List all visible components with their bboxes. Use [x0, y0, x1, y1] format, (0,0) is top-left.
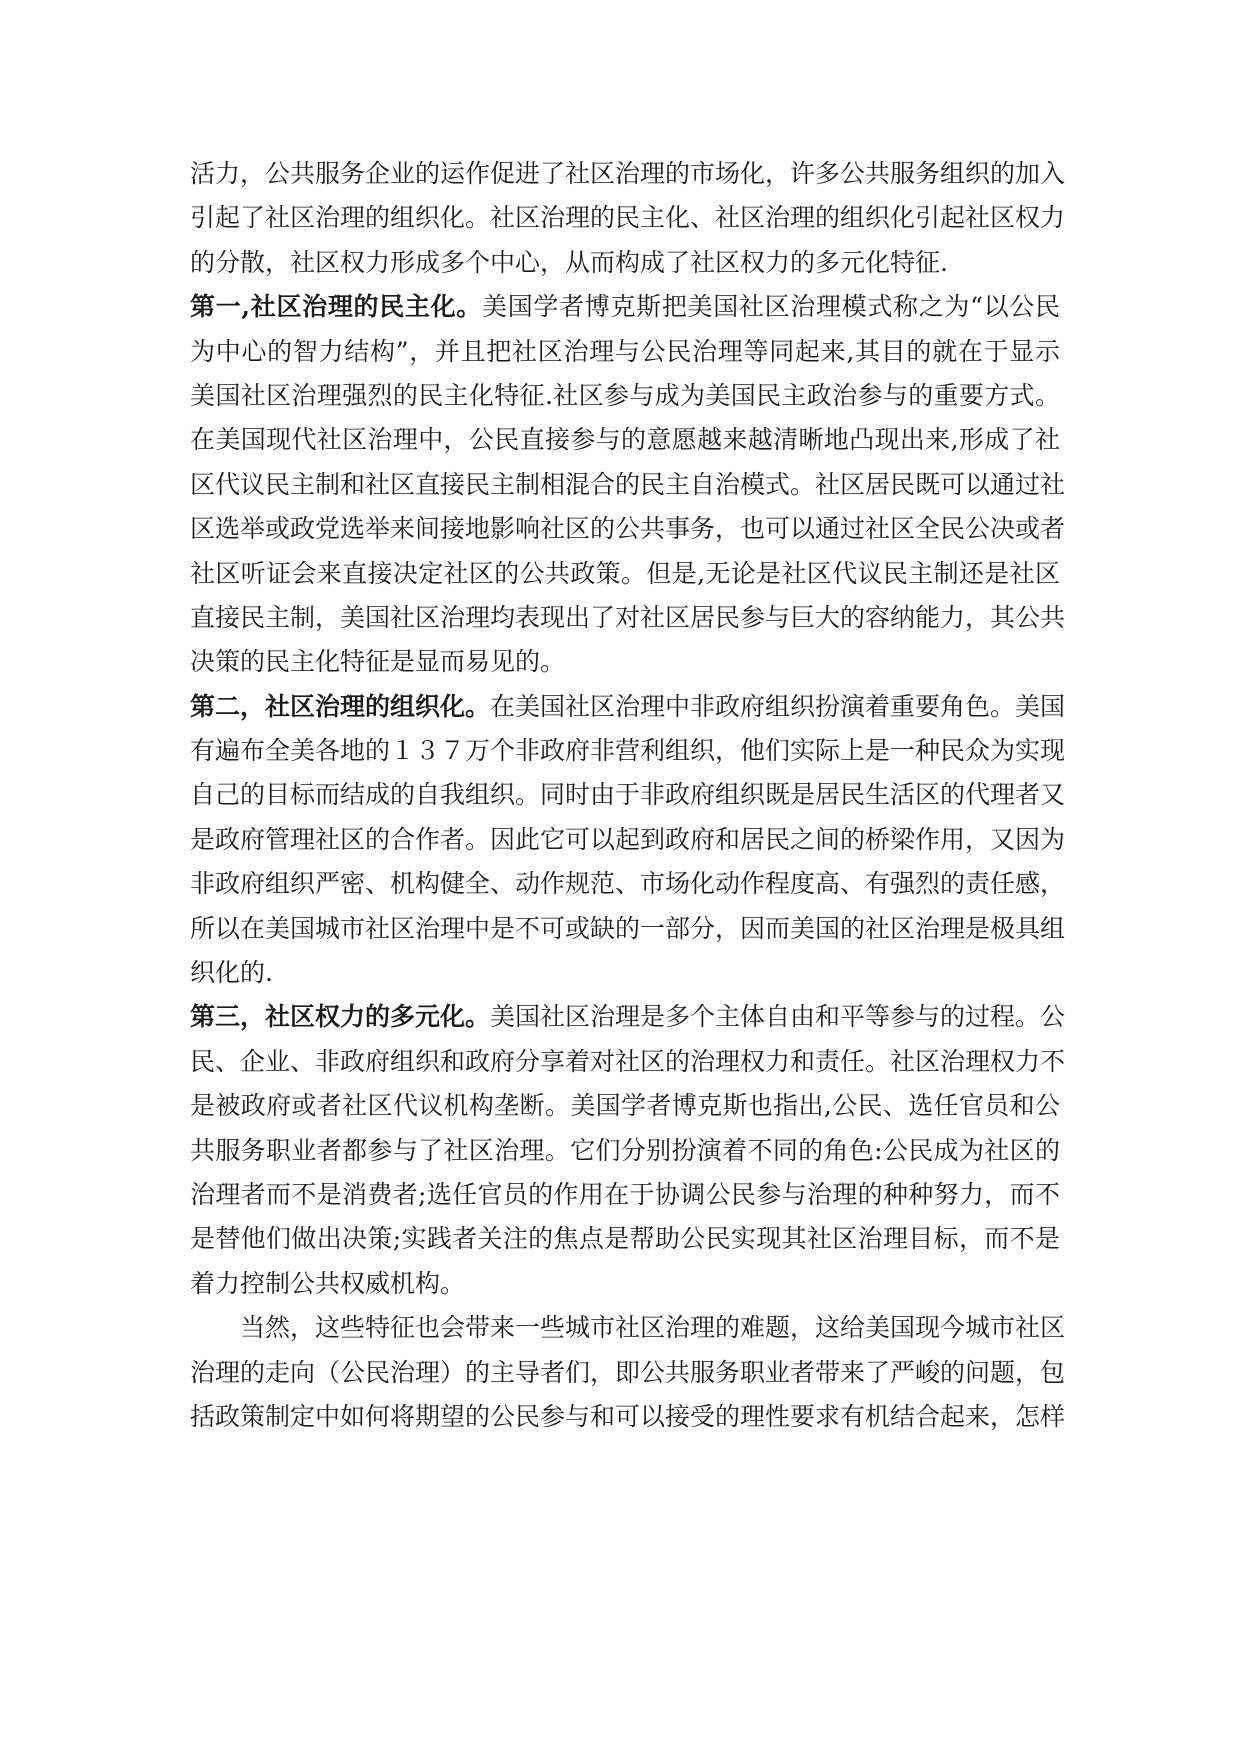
line-text: 在美国现代社区治理中，公民直接参与的意愿越来越清晰地凸现出来,形成了社: [190, 425, 1060, 455]
line-text: 为中心的智力结构”，并且把社区治理与公民治理等同起来,其目的就在于显示: [190, 336, 1060, 366]
text-line: [190, 951, 1060, 995]
line-text: 当然，这些特征也会带来一些城市社区治理的难题，这给美国现今城市社区: [240, 1313, 1066, 1343]
line-text: 直接民主制，美国社区治理均表现出了对社区居民参与巨大的容纳能力，其公共: [190, 602, 1066, 632]
text-line: [190, 152, 1066, 196]
text-line: [190, 374, 1060, 418]
line-text: 美国社区治理是多个主体自由和平等参与的过程。公: [490, 1002, 1066, 1032]
line-text: 织化的.: [190, 958, 273, 988]
line-text: 美国学者博克斯把美国社区治理模式称之为“以公民: [482, 292, 1060, 322]
line-text: 民、企业、非政府组织和政府分享着对社区的治理权力和责任。社区治理权力不: [190, 1046, 1066, 1076]
text-line: [190, 1040, 1066, 1084]
section-lead-heading: 第三，社区权力的多元化。: [190, 1002, 491, 1032]
body-text: [190, 152, 1066, 1439]
text-line: [190, 862, 1066, 906]
line-text: 括政策制定中如何将期望的公民参与和可以接受的理性要求有机结合起来，怎样: [190, 1401, 1066, 1431]
line-text: 是被政府或者社区代议机构垄断。美国学者博克斯也指出,公民、选任官员和公: [190, 1091, 1060, 1121]
text-line: [190, 1217, 1060, 1261]
line-text: 所以在美国城市社区治理中是不可或缺的一部分，因而美国的社区治理是极具组: [190, 913, 1066, 943]
text-line: [190, 552, 1060, 596]
line-text: 着力控制公共权威机构。: [190, 1268, 466, 1298]
line-text: 的分散，社区权力形成多个中心，从而构成了社区权力的多元化特征.: [190, 247, 948, 277]
text-line: [190, 1262, 1060, 1306]
line-text: 区选举或政党选举来间接地影响社区的公共事务，也可以通过社区全民公决或者: [190, 514, 1066, 544]
text-line: [190, 1084, 1060, 1128]
text-line: [190, 241, 1060, 285]
line-text: 引起了社区治理的组织化。社区治理的民主化、社区治理的组织化引起社区权力: [190, 203, 1066, 233]
text-line: [190, 285, 1060, 329]
text-line: [190, 1351, 1066, 1395]
line-text: 治理者而不是消费者;选任官员的作用在于协调公民参与治理的种种努力，而不: [190, 1179, 1060, 1209]
line-text: 决策的民主化特征是显而易见的。: [190, 647, 566, 677]
line-text: 非政府组织严密、机构健全、动作规范、市场化动作程度高、有强烈的责任感，: [190, 869, 1066, 899]
line-text: 共服务职业者都参与了社区治理。它们分别扮演着不同的角色:公民成为社区的: [190, 1135, 1060, 1165]
text-line: [190, 463, 1066, 507]
text-line: [190, 1306, 1066, 1350]
line-text: 美国社区治理强烈的民主化特征.社区参与成为美国民主政治参与的重要方式。: [190, 380, 1060, 410]
text-line: [190, 196, 1066, 240]
text-line: [190, 1129, 1060, 1173]
text-line: [190, 995, 1066, 1039]
line-text: 区代议民主制和社区直接民主制相混合的民主自治模式。社区居民既可以通过社: [190, 469, 1066, 499]
line-text: 是替他们做出决策;实践者关注的焦点是帮助公民实现其社区治理目标，而不是: [190, 1224, 1060, 1254]
text-line: [190, 1395, 1066, 1439]
line-text: 在美国社区治理中非政府组织扮演着重要角色。美国: [490, 691, 1066, 721]
text-line: [190, 685, 1066, 729]
text-line: [190, 507, 1066, 551]
line-text: 活力，公共服务企业的运作促进了社区治理的市场化，许多公共服务组织的加入: [190, 159, 1066, 188]
section-lead-heading: 第一,社区治理的民主化。: [190, 292, 482, 322]
line-text: 是政府管理社区的合作者。因此它可以起到政府和居民之间的桥梁作用，又因为: [190, 824, 1066, 854]
text-line: [190, 907, 1066, 951]
line-text: 自己的目标而结成的自我组织。同时由于非政府组织既是居民生活区的代理者又: [190, 780, 1066, 810]
line-text: 治理的走向（公民治理）的主导者们，即公共服务职业者带来了严峻的问题，包: [190, 1357, 1066, 1387]
text-line: [190, 418, 1060, 462]
text-line: [190, 640, 1060, 684]
text-line: [190, 596, 1066, 640]
text-line: [190, 773, 1066, 817]
text-line: [190, 818, 1066, 862]
text-line: [190, 729, 1066, 773]
text-line: [190, 1173, 1060, 1217]
line-text: 社区听证会来直接决定社区的公共政策。但是,无论是社区代议民主制还是社区: [190, 558, 1060, 588]
text-line: [190, 330, 1060, 374]
section-lead-heading: 第二，社区治理的组织化。: [190, 691, 491, 721]
line-text: 有遍布全美各地的１３７万个非政府非营利组织，他们实际上是一种民众为实现: [190, 736, 1066, 766]
